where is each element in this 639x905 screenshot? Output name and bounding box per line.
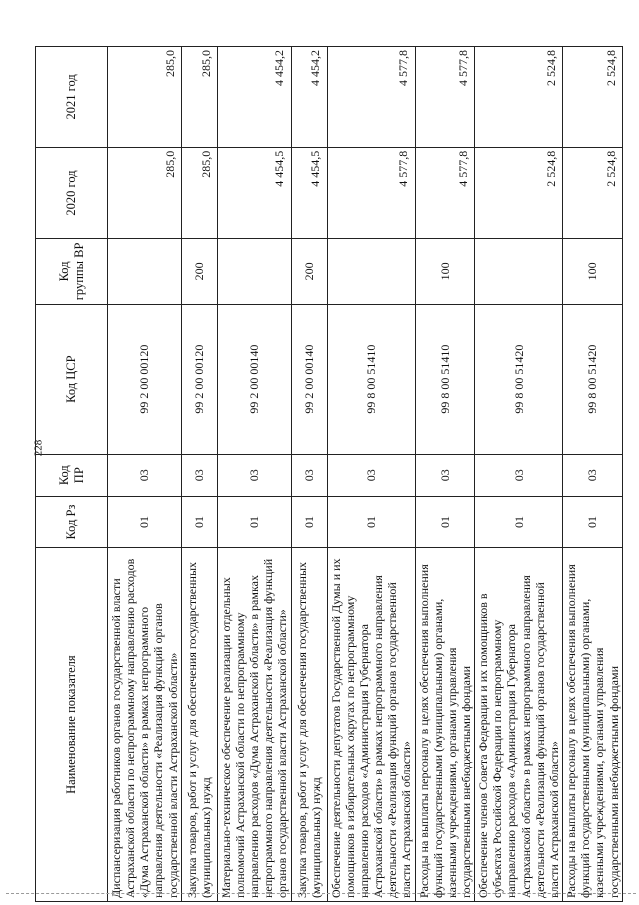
- header-2020: 2020 год: [36, 147, 108, 238]
- cell-csr: 99 2 00 00140: [291, 304, 327, 454]
- cell-y2020: 2 524,8: [563, 147, 623, 238]
- budget-table: [35, 46, 623, 902]
- header-name: Наименование показателя: [36, 548, 108, 902]
- cell-name: Расходы на выплаты персоналу в целях обеспечения выполнения функций государственными (муниципальными) органами, казенными учреждениями, органами управления государственными внебюджетными фондами: [563, 548, 623, 902]
- scan-edge-line: [6, 893, 636, 894]
- header-vr: Код группы ВР: [36, 239, 108, 305]
- cell-rz: 01: [217, 496, 291, 548]
- cell-pr: 03: [327, 454, 415, 496]
- header-rz: Код Рз: [36, 496, 108, 548]
- cell-name: Материально-техническое обеспечение реализации отдельных полномочий Астраханской области по непрограммному направлению расходов «Дума Астраханской области» в рамках непрограммного направления деятельности «Реализация функций органов государственной власти Астраханской области»: [217, 548, 291, 902]
- cell-rz: 01: [291, 496, 327, 548]
- table-header-row: [36, 47, 108, 902]
- cell-y2020: 4 577,8: [415, 147, 475, 238]
- cell-name: Обеспечение членов Совета Федерации и их помощников в субъектах Российской Федерации по непрограммному направлению расходов «Администрация Губернатора Астраханской области» в рамках непрограммного направления деятельности «Реализация функций органов государственной власти Астраханской области»: [475, 548, 563, 902]
- cell-y2020: 4 454,5: [291, 147, 327, 238]
- cell-vr: 100: [563, 239, 623, 305]
- cell-rz: 01: [181, 496, 217, 548]
- cell-name: Диспансеризация работников органов государственной власти Астраханской области по непрограммному направлению расходов «Дума Астраханской области» в рамках непрограммного направления деятельности «Реализация функций органов государственной власти Астраханской области»: [108, 548, 182, 902]
- table-row: [415, 47, 475, 902]
- table-row: [475, 47, 563, 902]
- cell-pr: 03: [563, 454, 623, 496]
- table-row: [217, 47, 291, 902]
- cell-y2021: 285,0: [108, 47, 182, 148]
- cell-csr: 99 8 00 51420: [563, 304, 623, 454]
- cell-vr: [327, 239, 415, 305]
- cell-csr: 99 2 00 00140: [217, 304, 291, 454]
- cell-name: Закупка товаров, работ и услуг для обеспечения государственных (муниципальных) нужд: [291, 548, 327, 902]
- cell-csr: 99 8 00 51410: [327, 304, 415, 454]
- cell-y2021: 2 524,8: [563, 47, 623, 148]
- cell-rz: 01: [563, 496, 623, 548]
- cell-pr: 03: [475, 454, 563, 496]
- cell-pr: 03: [217, 454, 291, 496]
- cell-vr: [108, 239, 182, 305]
- cell-y2020: 285,0: [108, 147, 182, 238]
- cell-y2021: 285,0: [181, 47, 217, 148]
- cell-pr: 03: [415, 454, 475, 496]
- cell-name: Закупка товаров, работ и услуг для обеспечения государственных (муниципальных) нужд: [181, 548, 217, 902]
- cell-vr: 200: [181, 239, 217, 305]
- cell-csr: 99 2 00 00120: [108, 304, 182, 454]
- cell-y2021: 2 524,8: [475, 47, 563, 148]
- cell-vr: 200: [291, 239, 327, 305]
- header-2021: 2021 год: [36, 47, 108, 148]
- table-row: [108, 47, 182, 902]
- cell-name: Обеспечение деятельности депутатов Государственной Думы и их помощников в избирательных округах по непрограммному направлению расходов «Администрация Губернатора Астраханской области» в рамках непрограммного направления деятельности «Реализация функций органов государственной власти Астраханской области»: [327, 548, 415, 902]
- cell-csr: 99 8 00 51410: [415, 304, 475, 454]
- table-row: [291, 47, 327, 902]
- cell-vr: 100: [415, 239, 475, 305]
- rotated-page-content: [35, 46, 621, 902]
- cell-y2020: 285,0: [181, 147, 217, 238]
- cell-pr: 03: [108, 454, 182, 496]
- cell-rz: 01: [108, 496, 182, 548]
- cell-rz: 01: [415, 496, 475, 548]
- cell-y2021: 4 454,2: [217, 47, 291, 148]
- page-number: 228: [32, 439, 45, 457]
- cell-y2021: 4 577,8: [327, 47, 415, 148]
- cell-y2020: 4 454,5: [217, 147, 291, 238]
- table-row: [327, 47, 415, 902]
- cell-y2020: 4 577,8: [327, 147, 415, 238]
- cell-name: Расходы на выплаты персоналу в целях обеспечения выполнения функций государственными (муниципальными) органами, казенными учреждениями, органами управления государственными внебюджетными фондами: [415, 548, 475, 902]
- cell-rz: 01: [327, 496, 415, 548]
- cell-csr: 99 2 00 00120: [181, 304, 217, 454]
- table-row: [181, 47, 217, 902]
- cell-y2020: 2 524,8: [475, 147, 563, 238]
- cell-rz: 01: [475, 496, 563, 548]
- cell-y2021: 4 577,8: [415, 47, 475, 148]
- table-row: [563, 47, 623, 902]
- cell-csr: 99 8 00 51420: [475, 304, 563, 454]
- cell-y2021: 4 454,2: [291, 47, 327, 148]
- cell-vr: [475, 239, 563, 305]
- header-csr: Код ЦСР: [36, 304, 108, 454]
- cell-pr: 03: [291, 454, 327, 496]
- cell-vr: [217, 239, 291, 305]
- header-pr: Код ПР: [36, 454, 108, 496]
- cell-pr: 03: [181, 454, 217, 496]
- table-body: [108, 47, 623, 902]
